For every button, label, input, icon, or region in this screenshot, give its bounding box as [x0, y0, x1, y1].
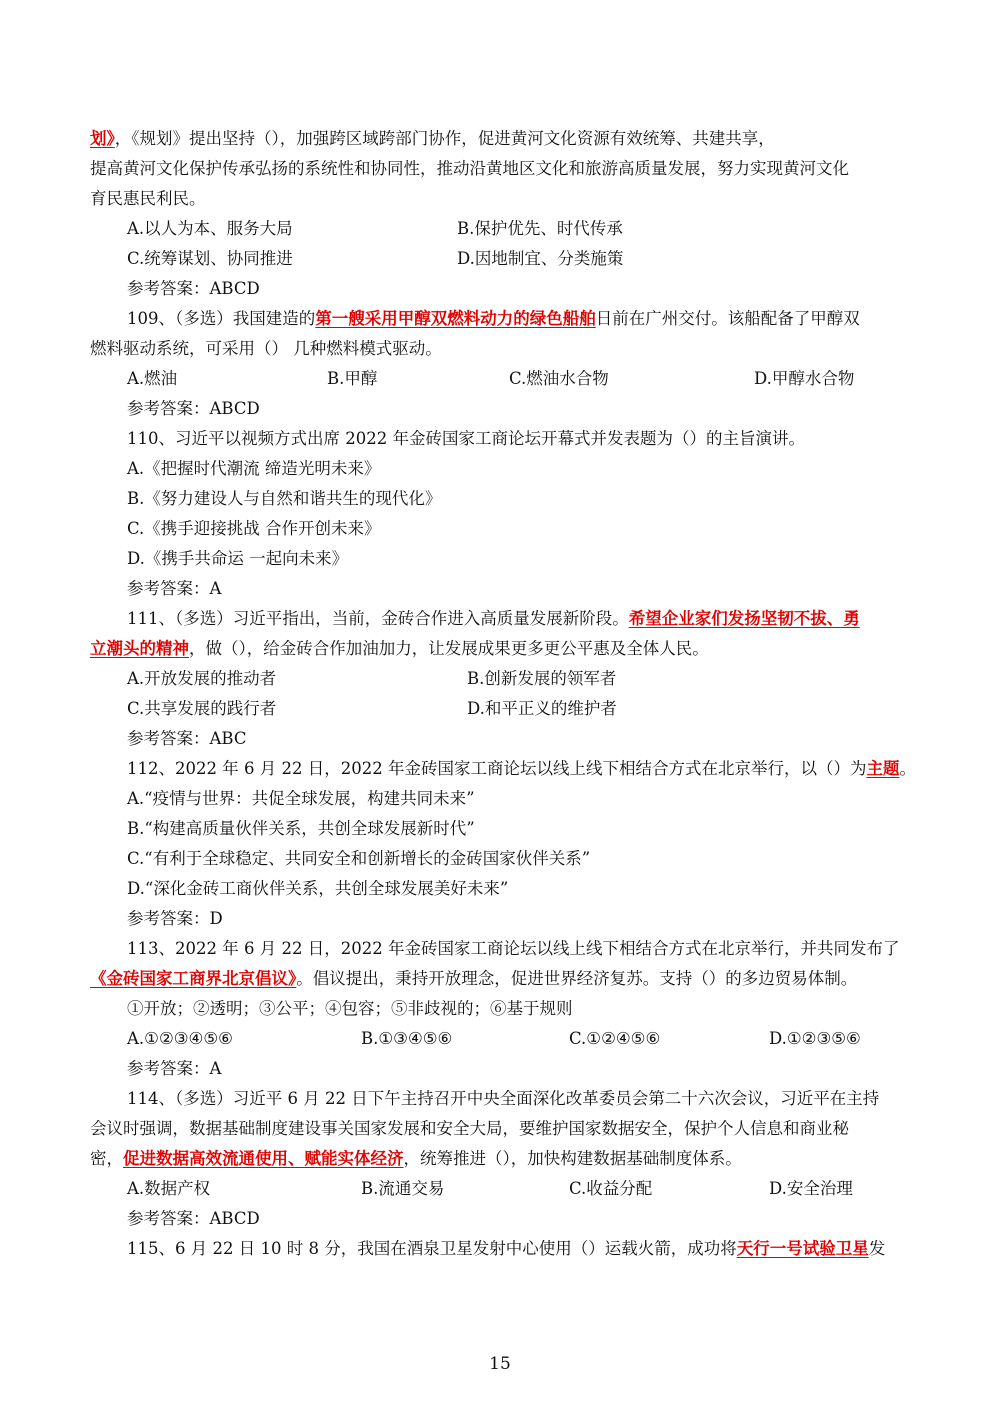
- option-a: A.数据产权: [127, 1179, 211, 1198]
- body-text: 密，: [90, 1149, 123, 1168]
- q109-answer: 参考答案：ABCD: [127, 399, 260, 418]
- option-d: D.安全治理: [769, 1179, 853, 1198]
- q108-line-2: 提高黄河文化保护传承弘扬的系统性和协同性，推动沿黄地区文化和旅游高质量发展，努力实现黄河文化: [90, 159, 849, 178]
- body-text: 112、2022 年 6 月 22 日，2022 年金砖国家工商论坛以线上线下相结合方式在北京举行，以（）为: [127, 759, 867, 778]
- option-a: A.燃油: [127, 369, 178, 388]
- body-text: 111、（多选）习近平指出，当前，金砖合作进入高质量发展新阶段。: [127, 609, 629, 628]
- option-c: C.统筹谋划、协同推进: [127, 249, 293, 268]
- q114-line-1: 114、（多选）习近平 6 月 22 日下午主持召开中央全面深化改革委员会第二十六次会议，习近平在主持: [127, 1089, 880, 1108]
- q110-option-b: B.《努力建设人与自然和谐共生的现代化》: [127, 489, 442, 508]
- q112-line-1: [90, 754, 916, 784]
- option-a: A.开放发展的推动者: [127, 669, 277, 688]
- body-text: 。倡议提出，秉持开放理念，促进世界经济复苏。支持（）的多边贸易体制。: [296, 969, 858, 988]
- page-number: 15: [489, 1354, 511, 1374]
- option-c: C.共享发展的践行者: [127, 699, 277, 718]
- body-text: 日前在广州交付。该船配备了甲醇双: [595, 309, 860, 328]
- highlight-text: 《金砖国家工商界北京倡议》: [90, 969, 297, 988]
- highlight-text: 主题: [866, 759, 900, 778]
- q110-option-a: A.《把握时代潮流 缔造光明未来》: [127, 459, 381, 478]
- q115-line-1: [90, 1234, 910, 1264]
- q109-line-1: [90, 304, 910, 334]
- q112-option-c: C.“有利于全球稳定、共同安全和创新增长的金砖国家伙伴关系”: [127, 849, 591, 868]
- q108-line-1: [90, 124, 910, 154]
- q110-option-c: C.《携手迎接挑战 合作开创未来》: [127, 519, 381, 538]
- option-b: B.流通交易: [361, 1179, 445, 1198]
- option-b: B.创新发展的领军者: [467, 669, 617, 688]
- body-text: ，《规划》提出坚持（），加强跨区域跨部门协作，促进黄河文化资源有效统筹、共建共享，: [114, 129, 775, 148]
- q113-line-1: 113、2022 年 6 月 22 日，2022 年金砖国家工商论坛以线上线下相结合方式在北京举行，并共同发布了: [127, 939, 900, 958]
- q112-answer: 参考答案：D: [127, 909, 223, 928]
- q111-line-2: [90, 634, 910, 664]
- q111-options-row-1: [90, 664, 910, 694]
- q111-options-row-2: [90, 694, 910, 724]
- q114-options: [90, 1174, 910, 1204]
- q111-line-1: [90, 604, 910, 634]
- q114-line-3: [90, 1144, 910, 1174]
- q113-line-2: [90, 964, 910, 994]
- q110-line-1: 110、习近平以视频方式出席 2022 年金砖国家工商论坛开幕式并发表题为（）的主旨演讲。: [127, 429, 805, 448]
- q109-line-2: 燃料驱动系统，可采用（） 几种燃料模式驱动。: [90, 339, 442, 358]
- option-c: C.收益分配: [569, 1179, 653, 1198]
- option-b: B.①③④⑤⑥: [361, 1029, 453, 1048]
- q112-option-d: D.“深化金砖工商伙伴关系，共创全球发展美好未来”: [127, 879, 509, 898]
- page-content: [90, 124, 916, 1264]
- q109-options: [90, 364, 910, 394]
- q113-answer: 参考答案：A: [127, 1059, 222, 1078]
- q111-answer: 参考答案：ABC: [127, 729, 247, 748]
- q114-answer: 参考答案：ABCD: [127, 1209, 260, 1228]
- body-text: ，做（），给金砖合作加油加力，让发展成果更多更公平惠及全体人民。: [189, 639, 709, 658]
- option-b: B.保护优先、时代传承: [457, 219, 623, 238]
- body-text: 109、（多选）我国建造的: [127, 309, 316, 328]
- body-text: 115、6 月 22 日 10 时 8 分，我国在酒泉卫星发射中心使用（）运载火箭，成功将: [127, 1239, 737, 1258]
- highlight-text: 立潮头的精神: [90, 639, 189, 658]
- highlight-text: 促进数据高效流通使用、赋能实体经济: [123, 1149, 404, 1168]
- body-text: 发: [868, 1239, 886, 1258]
- option-a: A.以人为本、服务大局: [127, 219, 293, 238]
- q114-line-2: 会议时强调，数据基础制度建设事关国家发展和安全大局，要维护国家数据安全，保护个人信息和商业秘: [90, 1119, 849, 1138]
- q108-line-3: 育民惠民利民。: [90, 189, 206, 208]
- option-d: D.①②③⑤⑥: [769, 1029, 861, 1048]
- highlight-text: 天行一号试验卫星: [736, 1239, 869, 1258]
- option-c: C.燃油水合物: [509, 369, 609, 388]
- body-text: 。: [899, 759, 916, 778]
- highlight-text: 划》: [90, 129, 115, 148]
- option-c: C.①②④⑤⑥: [569, 1029, 661, 1048]
- q110-option-d: D.《携手共命运 一起向未来》: [127, 549, 349, 568]
- q113-items: ①开放；②透明；③公平；④包容；⑤非歧视的；⑥基于规则: [127, 999, 573, 1018]
- q112-option-b: B.“构建高质量伙伴关系，共创全球发展新时代”: [127, 819, 475, 838]
- highlight-text: 希望企业家们发扬坚韧不拔、勇: [628, 609, 860, 628]
- option-d: D.因地制宜、分类施策: [457, 249, 624, 268]
- q108-answer: 参考答案：ABCD: [127, 279, 260, 298]
- q110-answer: 参考答案：A: [127, 579, 222, 598]
- option-b: B.甲醇: [327, 369, 378, 388]
- option-d: D.和平正义的维护者: [467, 699, 617, 718]
- q108-options-row-2: [90, 244, 910, 274]
- q113-options: [90, 1024, 910, 1054]
- highlight-text: 第一艘采用甲醇双燃料动力的绿色船舶: [315, 309, 596, 328]
- q112-option-a: A.“疫情与世界：共促全球发展，构建共同未来”: [127, 789, 475, 808]
- option-d: D.甲醇水合物: [754, 369, 855, 388]
- option-a: A.①②③④⑤⑥: [127, 1029, 233, 1048]
- q108-options-row-1: [90, 214, 910, 244]
- body-text: ，统筹推进（），加快构建数据基础制度体系。: [403, 1149, 742, 1168]
